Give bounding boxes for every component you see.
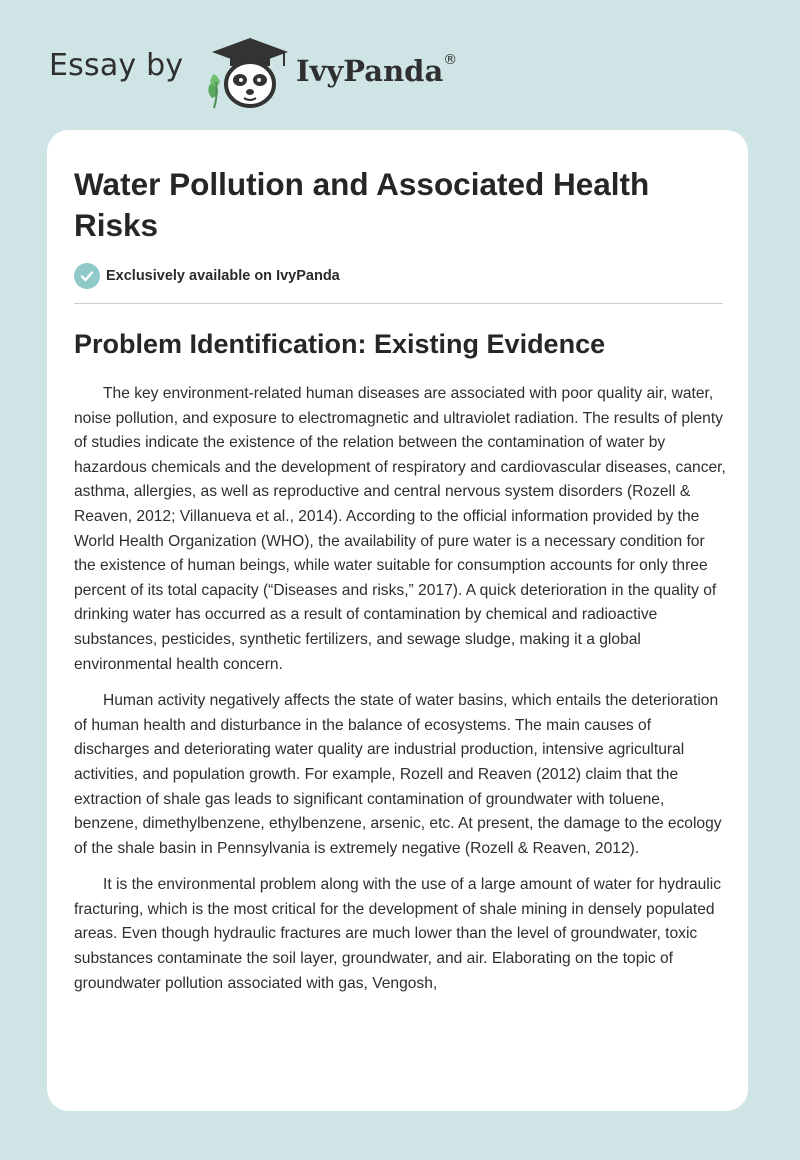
badge-label: Exclusively available on IvyPanda	[106, 268, 340, 284]
brand-name[interactable]	[296, 54, 457, 88]
trademark-mark: ®	[443, 52, 458, 68]
essay-card	[47, 130, 748, 1111]
check-icon	[74, 263, 100, 289]
site-header	[0, 0, 800, 130]
divider	[74, 303, 723, 304]
essay-by-label: Essay by	[49, 48, 184, 83]
page-title: Water Pollution and Associated Health Risks	[74, 166, 650, 243]
paragraph: The key environment-related human diseases are associated with poor quality air, water, noise pollution, and exposure to electromagnetic and ultraviolet radiation. The results of plenty of studies indicate the existence of the relation between the contamination of water by hazardous chemicals and the development of respiratory and cardiovascular diseases, cancer, asthma, allergies, as well as reproductive and central nervous system disorders (Rozell & Reaven, 2012; Villanueva et al., 2014). According to the official information provided by the World Health Organization (WHO), the availability of pure water is a necessary condition for the existence of human beings, while water suitable for consumption accounts for only three percent of its total capacity (“Diseases and risks,” 2017). A quick deterioration in the quality of drinking water has occurred as a result of contamination by chemical and radioactive substances, pesticides, synthetic fertilizers, and sewage sludge, making it a global environmental health concern.	[74, 385, 726, 673]
paragraph: It is the environmental problem along with the use of a large amount of water for hydraulic fracturing, which is the most critical for the development of shale mining in densely populated areas. Even though hydraulic fractures are much lower than the level of groundwater, toxic substances contaminate the soil layer, groundwater, and air. Elaborating on the topic of groundwater pollution associated with gas, Vengosh,	[74, 876, 722, 992]
panda-logo-icon[interactable]	[200, 32, 292, 112]
article-body	[74, 382, 726, 1008]
ivy-leaf-icon	[208, 74, 220, 108]
paragraph: Human activity negatively affects the state of water basins, which entails the deterioration of human health and disturbance in the balance of ecosystems. The main causes of discharges and deteriorating water quality are industrial production, intensive agricultural activities, and population growth. For example, Rozell and Reaven (2012) claim that the extraction of shale gas leads to significant contamination of groundwater with toluene, benzene, dimethylbenzene, ethylbenzene, arsenic, etc. At present, the damage to the ecology of the shale basin in Pennsylvania is extremely negative (Rozell & Reaven, 2012).	[74, 692, 722, 857]
exclusive-badge	[74, 263, 340, 289]
section-heading: Problem Identification: Existing Evidence	[74, 329, 606, 359]
brand-label: IvyPanda	[296, 54, 444, 88]
